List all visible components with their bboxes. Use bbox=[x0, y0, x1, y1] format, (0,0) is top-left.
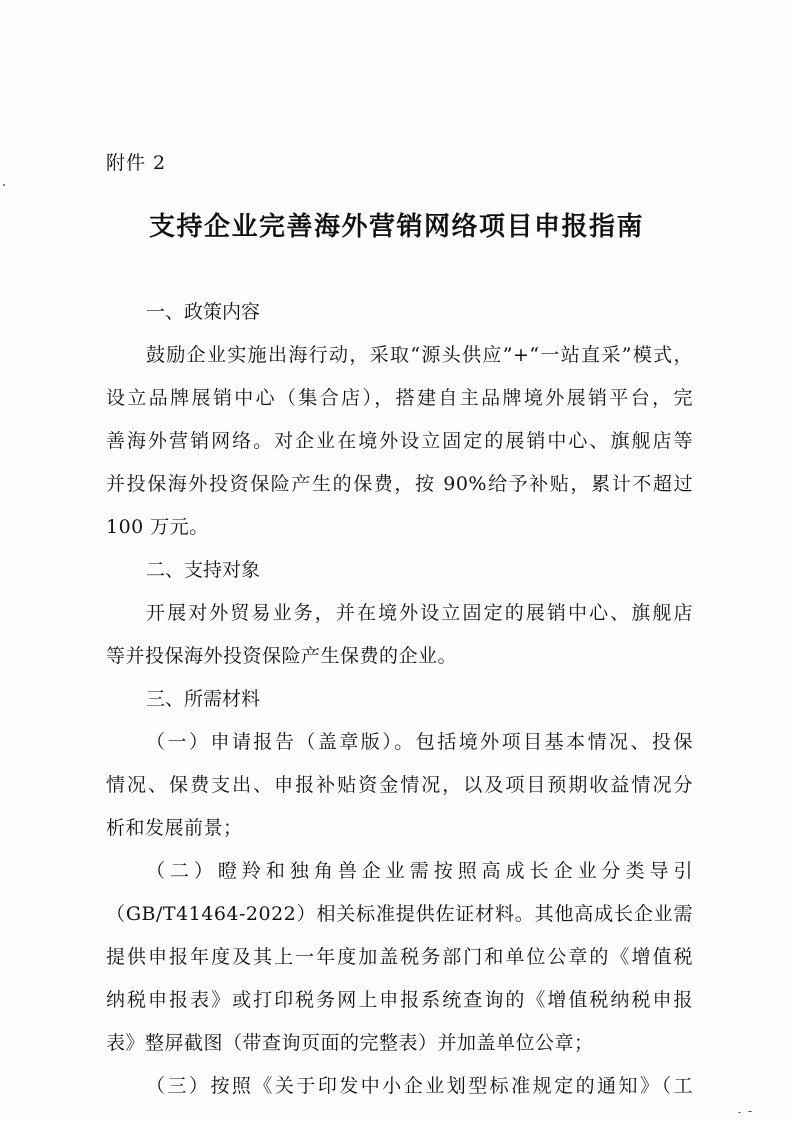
scan-speck bbox=[738, 1112, 741, 1113]
scan-speck bbox=[748, 1111, 752, 1112]
section-heading-target: 二、支持对象 bbox=[146, 559, 261, 581]
paragraph-line: 善海外营销网络。对企业在境外设立固定的展销中心、旗舰店等 bbox=[106, 430, 693, 452]
paragraph-line: 设立品牌展销中心（集合店），搭建自主品牌境外展销平台，完 bbox=[106, 387, 693, 409]
paragraph-line: （三）按照《关于印发中小企业划型标准规定的通知》（工 bbox=[146, 1075, 693, 1097]
paragraph-line: 开展对外贸易业务，并在境外设立固定的展销中心、旗舰店 bbox=[146, 602, 693, 624]
paragraph-line: （GB/T41464-2022）相关标准提供佐证材料。其他高成长企业需 bbox=[106, 903, 693, 925]
paragraph-line: （二）瞪羚和独角兽企业需按照高成长企业分类导引 bbox=[146, 860, 693, 882]
section-heading-materials: 三、所需材料 bbox=[146, 688, 261, 710]
paragraph-line: 表》整屏截图（带查询页面的完整表）并加盖单位公章； bbox=[106, 1032, 594, 1054]
paragraph-line: 纳税申报表》或打印税务网上申报系统查询的《增值税纳税申报 bbox=[106, 989, 693, 1011]
paragraph-line: 情况、保费支出、申报补贴资金情况，以及项目预期收益情况分 bbox=[106, 774, 693, 796]
section-heading-policy: 一、政策内容 bbox=[146, 301, 261, 323]
paragraph-line: 鼓励企业实施出海行动，采取“源头供应”+“一站直采”模式， bbox=[146, 344, 693, 366]
paragraph-line: 等并投保海外投资保险产生保费的企业。 bbox=[106, 645, 458, 667]
document-title: 支持企业完善海外营销网络项目申报指南 bbox=[148, 212, 644, 242]
paragraph-line: 析和发展前景； bbox=[106, 817, 243, 839]
paragraph-line: 100 万元。 bbox=[106, 516, 209, 538]
paragraph-line: （一）申请报告（盖章版）。包括境外项目基本情况、投保 bbox=[146, 731, 693, 753]
scan-speck bbox=[3, 184, 5, 186]
paragraph-line: 并投保海外投资保险产生的保费，按 90%给予补贴，累计不超过 bbox=[106, 473, 693, 495]
paragraph-line: 提供申报年度及其上一年度加盖税务部门和单位公章的《增值税 bbox=[106, 946, 693, 968]
attachment-label: 附件 2 bbox=[106, 152, 167, 174]
